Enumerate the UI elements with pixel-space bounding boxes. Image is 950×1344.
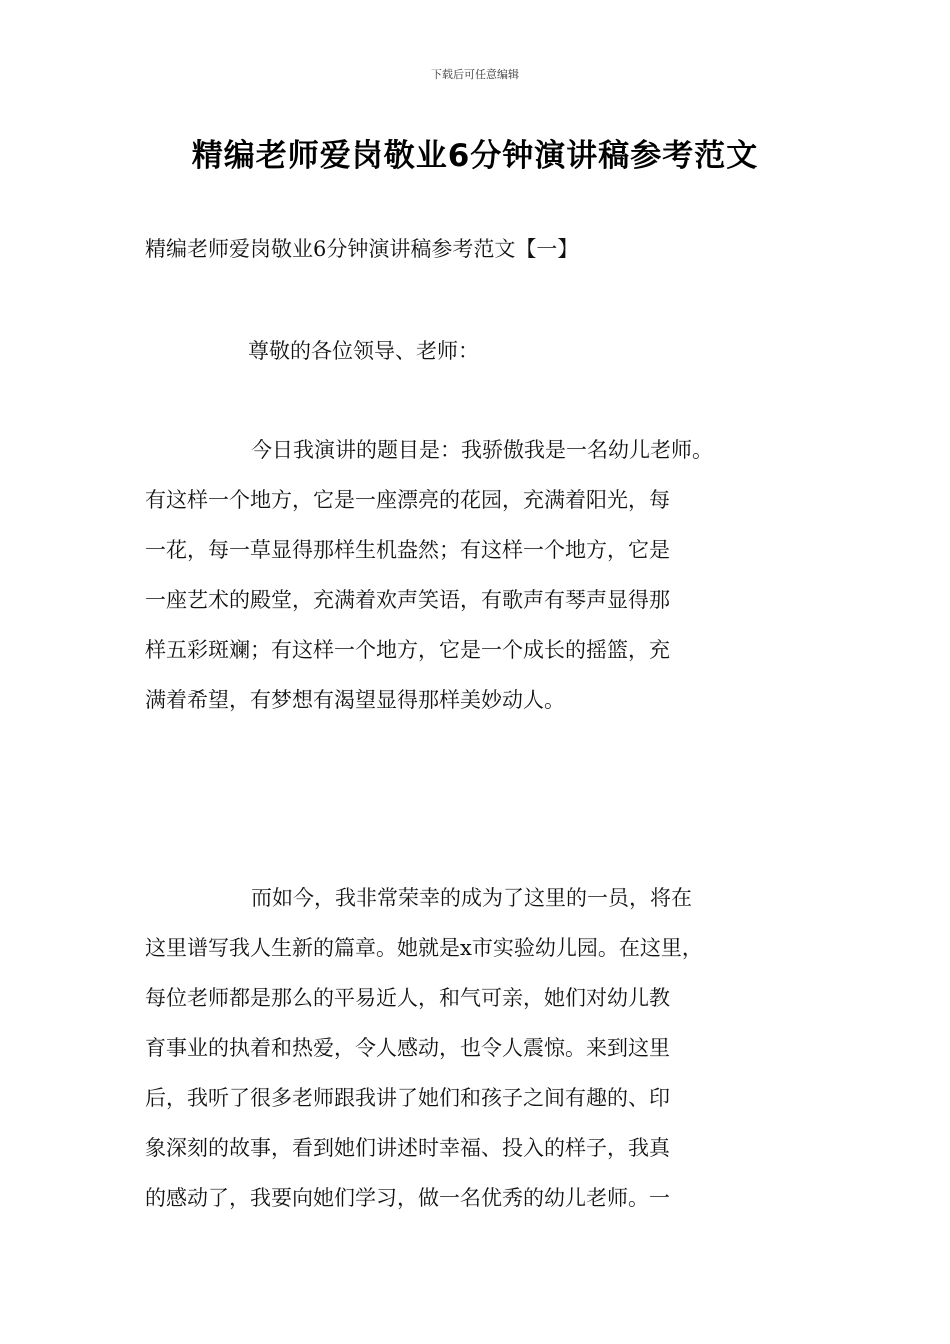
- paragraph-line: 有这样一个地方，它是一座漂亮的花园，充满着阳光，每: [145, 488, 670, 512]
- paragraph-line: 满着希望，有梦想有渴望显得那样美妙动人。: [145, 688, 565, 712]
- header-note: 下载后可任意编辑: [431, 68, 519, 81]
- document-subtitle: 精编老师爱岗敬业6分钟演讲稿参考范文【一】: [145, 237, 579, 261]
- paragraph-line: 这里谱写我人生新的篇章。她就是x市实验幼儿园。在这里，: [145, 936, 703, 960]
- paragraph-line: 一花，每一草显得那样生机盎然；有这样一个地方，它是: [145, 538, 670, 562]
- paragraph-2: [145, 880, 825, 1230]
- paragraph-line: 每位老师都是那么的平易近人，和气可亲，她们对幼儿教: [145, 986, 670, 1010]
- paragraph-line: 的感动了，我要向她们学习，做一名优秀的幼儿老师。一: [145, 1186, 670, 1210]
- document-title: 精编老师爱岗敬业6分钟演讲稿参考范文: [191, 138, 759, 174]
- paragraph-line: 而如今，我非常荣幸的成为了这里的一员，将在: [251, 886, 692, 910]
- paragraph-1: [145, 432, 825, 732]
- paragraph-line: 育事业的执着和热爱，令人感动，也令人震惊。来到这里: [145, 1036, 670, 1060]
- paragraph-line: 今日我演讲的题目是：我骄傲我是一名幼儿老师。: [251, 438, 713, 462]
- paragraph-line: 后，我听了很多老师跟我讲了她们和孩子之间有趣的、印: [145, 1086, 670, 1110]
- greeting: 尊敬的各位领导、老师：: [248, 339, 479, 363]
- paragraph-line: 一座艺术的殿堂，充满着欢声笑语，有歌声有琴声显得那: [145, 588, 670, 612]
- paragraph-line: 象深刻的故事，看到她们讲述时幸福、投入的样子，我真: [145, 1136, 670, 1160]
- paragraph-line: 样五彩斑斓；有这样一个地方，它是一个成长的摇篮，充: [145, 638, 670, 662]
